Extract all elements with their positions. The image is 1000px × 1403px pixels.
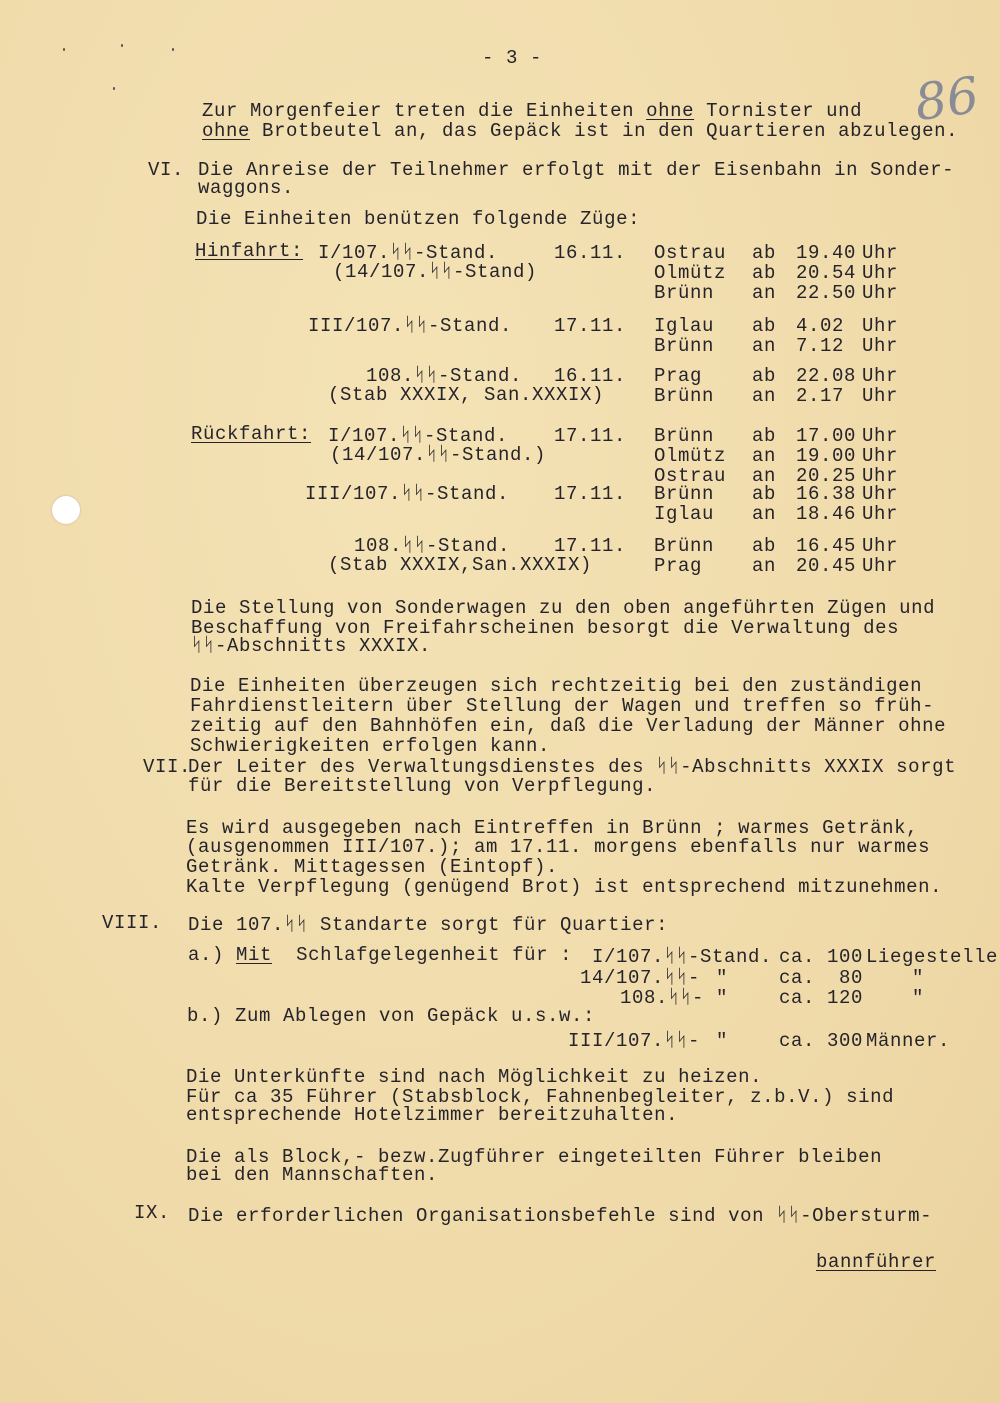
s8-a (188, 945, 572, 965)
s6-intro: Die Einheiten benützen folgende Züge: (196, 208, 641, 230)
rueck-station: Brünn (654, 483, 715, 505)
hin-direction: an (752, 335, 777, 357)
rueck-station: Prag (654, 555, 703, 577)
hin-unit-sub: (Stab XXXIX, San.XXXIX) (328, 384, 605, 406)
rueck-direction: an (752, 465, 777, 487)
quartier-what-1: Liegestelle (866, 946, 999, 968)
speck (63, 48, 65, 51)
hin-uhr: Uhr (862, 282, 899, 304)
rueck-date: 17.11. (554, 535, 627, 557)
s8-para2-2: bei den Mannschaften. (186, 1164, 439, 1186)
rueck-uhr: Uhr (862, 483, 899, 505)
section-num-7: VII. (143, 756, 192, 778)
rueck-direction: ab (752, 425, 777, 447)
hin-direction: ab (752, 365, 777, 387)
quartier-qty-1: ca. 100 (779, 946, 864, 968)
s6-line-2: waggons. (198, 177, 295, 199)
quartier-ditto-3: " (716, 987, 729, 1009)
s6-line-1: Die Anreise der Teilnehmer erfolgt mit der Eisenbahn in Sonder- (198, 159, 955, 181)
rueck-station: Brünn (654, 425, 715, 447)
hin-station: Brünn (654, 335, 715, 357)
hin-uhr: Uhr (862, 335, 899, 357)
hin-station: Olmütz (654, 262, 727, 284)
speck (172, 48, 174, 51)
rueck-direction: an (752, 503, 777, 525)
quartier-qty-b: ca. 300 (779, 1030, 864, 1052)
label-rueckfahrt: Rückfahrt: (191, 423, 312, 445)
rueck-direction: ab (752, 483, 777, 505)
rueck-uhr: Uhr (862, 445, 899, 467)
rueck-direction: an (752, 555, 777, 577)
s8-line: Die 107.ᛋᛋ Standarte sorgt für Quartier: (188, 914, 669, 936)
label-hinfahrt: Hinfahrt: (195, 240, 304, 262)
rueck-time: 19.00 (796, 445, 857, 467)
hin-direction: an (752, 282, 777, 304)
quartier-what-2: " (912, 967, 925, 989)
page-number: - 3 - (482, 47, 543, 69)
punch-hole (52, 496, 80, 524)
hin-station: Brünn (654, 282, 715, 304)
section-num-8: VIII. (102, 912, 163, 934)
hin-uhr: Uhr (862, 385, 899, 407)
rueck-uhr: Uhr (862, 425, 899, 447)
folio-number: 86 (911, 65, 983, 133)
s8-a-prefix: a.) (188, 944, 225, 966)
s8-para1-1: Die Unterkünfte sind nach Möglichkeit zu heizen. (186, 1066, 763, 1088)
hin-direction: ab (752, 262, 777, 284)
s8-para1-2: Für ca 35 Führer (Stabsblock, Fahnenbegleiter, z.b.V.) sind (186, 1086, 895, 1108)
hin-time: 7.12 (796, 335, 845, 357)
hin-unit: I/107.ᛋᛋ-Stand. (318, 242, 499, 264)
s7-line-2: für die Bereitstellung von Verpflegung. (188, 775, 657, 797)
hin-unit-sub: (14/107.ᛋᛋ-Stand) (333, 261, 538, 283)
para-einheiten-4: Schwierigkeiten erfolgen kann. (190, 735, 551, 757)
hin-time: 22.08 (796, 365, 857, 387)
quartier-unit-b: III/107.ᛋᛋ- (568, 1030, 701, 1052)
rueck-direction: ab (752, 535, 777, 557)
quartier-what-3: " (912, 987, 925, 1009)
speck (113, 87, 115, 90)
s8-a-mit: Mit (236, 944, 273, 966)
hin-date: 17.11. (554, 315, 627, 337)
s8-para1-3: entsprechende Hotelzimmer bereitzuhalten. (186, 1104, 679, 1126)
hin-uhr: Uhr (862, 262, 899, 284)
quartier-qty-3: ca. 120 (779, 987, 864, 1009)
s8-b: b.) Zum Ablegen von Gepäck u.s.w.: (187, 1005, 596, 1027)
rueck-uhr: Uhr (862, 503, 899, 525)
para-wagen-3: ᛋᛋ-Abschnitts XXXIX. (191, 635, 432, 657)
quartier-qty-2: ca. 80 (779, 967, 864, 989)
para-einheiten-1: Die Einheiten überzeugen sich rechtzeitig bei den zuständigen (190, 675, 923, 697)
catchword: bannführer (816, 1251, 937, 1273)
rueck-uhr: Uhr (862, 535, 899, 557)
quartier-unit-1: I/107.ᛋᛋ-Stand. (592, 946, 773, 968)
rueck-unit-sub: (14/107.ᛋᛋ-Stand.) (330, 444, 547, 466)
rueck-time: 16.45 (796, 535, 857, 557)
rueck-unit: I/107.ᛋᛋ-Stand. (328, 425, 509, 447)
rueck-time: 18.46 (796, 503, 857, 525)
s7-line-1: Der Leiter des Verwaltungsdienstes des ᛋᛋ-Abschnitts XXXIX sorgt (188, 756, 957, 778)
hin-uhr: Uhr (862, 315, 899, 337)
para-top-2: ohne Brotbeutel an, das Gepäck ist in den Quartieren abzulegen. (202, 120, 959, 142)
hin-direction: an (752, 385, 777, 407)
s8-a-rest: Schlafgelegenheit für : (296, 944, 573, 966)
rueck-uhr: Uhr (862, 555, 899, 577)
rueck-date: 17.11. (554, 483, 627, 505)
hin-unit: III/107.ᛋᛋ-Stand. (308, 315, 513, 337)
hin-date: 16.11. (554, 365, 627, 387)
rueck-uhr: Uhr (862, 465, 899, 487)
quartier-what-b: Männer. (866, 1030, 951, 1052)
rueck-station: Ostrau (654, 465, 727, 487)
section-num-6: VI. (148, 159, 185, 181)
rueck-unit-sub: (Stab XXXIX,San.XXXIX) (328, 554, 593, 576)
rueck-time: 17.00 (796, 425, 857, 447)
hin-station: Brünn (654, 385, 715, 407)
hin-time: 19.40 (796, 242, 857, 264)
rueck-time: 16.38 (796, 483, 857, 505)
s7-para-2: (ausgenommen III/107.); am 17.11. morgens ebenfalls nur warmes (186, 836, 931, 858)
hin-time: 20.54 (796, 262, 857, 284)
s9-line: Die erforderlichen Organisationsbefehle sind von ᛋᛋ-Obersturm- (188, 1205, 933, 1227)
para-einheiten-3: zeitig auf den Bahnhöfen ein, daß die Verladung der Männer ohne (190, 715, 947, 737)
quartier-unit-2: 14/107.ᛋᛋ- (580, 967, 701, 989)
hin-direction: ab (752, 242, 777, 264)
hin-uhr: Uhr (862, 242, 899, 264)
hin-station: Iglau (654, 315, 715, 337)
rueck-unit: III/107.ᛋᛋ-Stand. (305, 483, 510, 505)
rueck-station: Iglau (654, 503, 715, 525)
s7-para-1: Es wird ausgegeben nach Eintreffen in Brünn ; warmes Getränk, (186, 817, 919, 839)
s8-para2-1: Die als Block,- bezw.Zugführer eingeteilten Führer bleiben (186, 1146, 883, 1168)
hin-time: 22.50 (796, 282, 857, 304)
hin-date: 16.11. (554, 242, 627, 264)
para-wagen-2: Beschaffung von Freifahrscheinen besorgt die Verwaltung des (191, 617, 900, 639)
hin-time: 4.02 (796, 315, 845, 337)
hin-direction: ab (752, 315, 777, 337)
para-top-1: Zur Morgenfeier treten die Einheiten ohne Tornister und (202, 100, 863, 122)
para-wagen-1: Die Stellung von Sonderwagen zu den oben angeführten Zügen und (191, 597, 936, 619)
rueck-station: Brünn (654, 535, 715, 557)
quartier-ditto-2: " (716, 967, 729, 989)
rueck-time: 20.45 (796, 555, 857, 577)
quartier-ditto-b: " (716, 1030, 729, 1052)
rueck-date: 17.11. (554, 425, 627, 447)
hin-station: Ostrau (654, 242, 727, 264)
para-einheiten-2: Fahrdienstleitern über Stellung der Wagen und treffen so früh- (190, 695, 935, 717)
section-num-9: IX. (134, 1202, 171, 1224)
quartier-unit-3: 108.ᛋᛋ- (620, 987, 705, 1009)
rueck-station: Olmütz (654, 445, 727, 467)
rueck-unit: 108.ᛋᛋ-Stand. (354, 535, 511, 557)
rueck-direction: an (752, 445, 777, 467)
speck (121, 44, 123, 47)
hin-unit: 108.ᛋᛋ-Stand. (366, 365, 523, 387)
hin-time: 2.17 (796, 385, 845, 407)
hin-station: Prag (654, 365, 703, 387)
s7-para-4: Kalte Verpflegung (genügend Brot) ist entsprechend mitzunehmen. (186, 876, 943, 898)
hin-uhr: Uhr (862, 365, 899, 387)
s7-para-3: Getränk. Mittagessen (Eintopf). (186, 856, 559, 878)
rueck-time: 20.25 (796, 465, 857, 487)
